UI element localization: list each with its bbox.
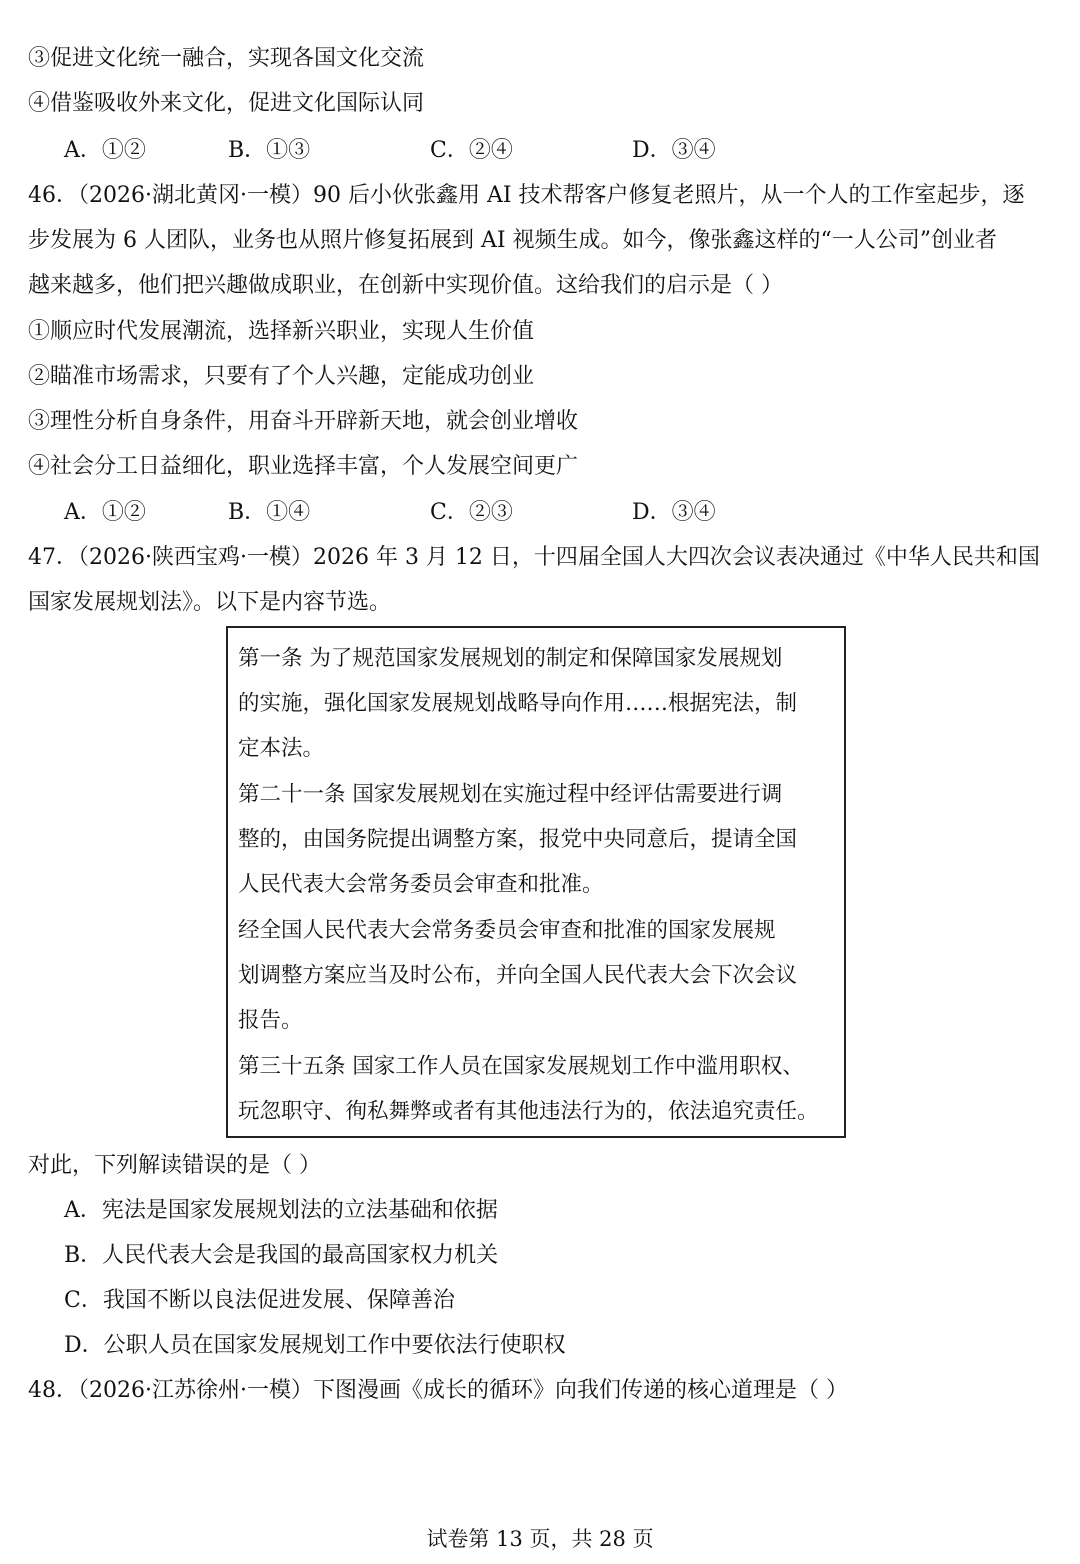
q46-statement-4: ④社会分工日益细化，职业选择丰富，个人发展空间更广	[28, 454, 579, 479]
q46-stem-line-2: 步发展为 6 人团队，业务也从照片修复拓展到 AI 视频生成。如今，像张鑫这样的“一人公司”创业者	[28, 228, 998, 253]
q47-option-d: D．公职人员在国家发展规划工作中要依法行使职权	[64, 1333, 566, 1358]
q46-option-b: B．①④	[228, 500, 311, 525]
q46-statement-3: ③理性分析自身条件，用奋斗开辟新天地，就会创业增收	[28, 409, 579, 434]
q45-option-a: A．①②	[64, 138, 146, 163]
q47-stem-line-1: 47．（2026·陕西宝鸡·一模）2026 年 3 月 12 日，十四届全国人大四次会议表决通过《中华人民共和国	[28, 545, 1040, 570]
q45-option-c: C．②④	[430, 138, 513, 163]
law-line: 的实施，强化国家发展规划战略导向作用……根据宪法，制	[238, 691, 798, 716]
law-line: 整的，由国务院提出调整方案，报党中央同意后，提请全国	[238, 827, 798, 852]
law-line: 经全国人民代表大会常务委员会审查和批准的国家发展规	[238, 918, 776, 943]
q48-stem: 48．（2026·江苏徐州·一模）下图漫画《成长的循环》向我们传递的核心道理是（ ）	[28, 1378, 848, 1403]
q45-statement-3: ③促进文化统一融合，实现各国文化交流	[28, 46, 425, 71]
law-line: 定本法。	[238, 736, 325, 761]
page-footer: 试卷第 13 页，共 28 页	[426, 1527, 654, 1551]
q45-option-b: B．①③	[228, 138, 311, 163]
q46-statement-1: ①顺应时代发展潮流，选择新兴职业，实现人生价值	[28, 319, 535, 344]
q47-stem-line-2: 国家发展规划法》。以下是内容节选。	[28, 590, 392, 615]
q45-statement-4: ④借鉴吸收外来文化，促进文化国际认同	[28, 91, 425, 116]
q46-stem-line-1: 46．（2026·湖北黄冈·一模）90 后小伙张鑫用 AI 技术帮客户修复老照片，从一个人的工作室起步，逐	[28, 183, 1025, 208]
q46-stem-line-3: 越来越多，他们把兴趣做成职业，在创新中实现价值。这给我们的启示是（ ）	[28, 273, 783, 298]
q46-option-a: A．①②	[64, 500, 146, 525]
q45-options	[28, 136, 1048, 166]
law-line: 第三十五条 国家工作人员在国家发展规划工作中滥用职权、	[238, 1054, 804, 1079]
q47-option-c: C．我国不断以良法促进发展、保障善治	[64, 1288, 455, 1313]
law-line: 玩忽职守、徇私舞弊或者有其他违法行为的，依法追究责任。	[238, 1099, 819, 1124]
q46-options	[28, 498, 1048, 528]
law-line: 第二十一条 国家发展规划在实施过程中经评估需要进行调	[238, 782, 783, 807]
q46-statement-2: ②瞄准市场需求，只要有了个人兴趣，定能成功创业	[28, 364, 535, 389]
q47-option-b: B．人民代表大会是我国的最高国家权力机关	[64, 1243, 499, 1268]
q46-option-c: C．②③	[430, 500, 513, 525]
q46-option-d: D．③④	[632, 500, 716, 525]
law-line: 第一条 为了规范国家发展规划的制定和保障国家发展规划	[238, 646, 783, 671]
law-excerpt-box	[226, 626, 846, 1138]
law-line: 划调整方案应当及时公布，并向全国人民代表大会下次会议	[238, 963, 798, 988]
law-line: 人民代表大会常务委员会审查和批准。	[238, 872, 604, 897]
q47-question: 对此，下列解读错误的是（ ）	[28, 1153, 321, 1178]
q45-option-d: D．③④	[632, 138, 716, 163]
q47-option-a: A．宪法是国家发展规划法的立法基础和依据	[64, 1198, 498, 1223]
law-line: 报告。	[238, 1008, 303, 1033]
